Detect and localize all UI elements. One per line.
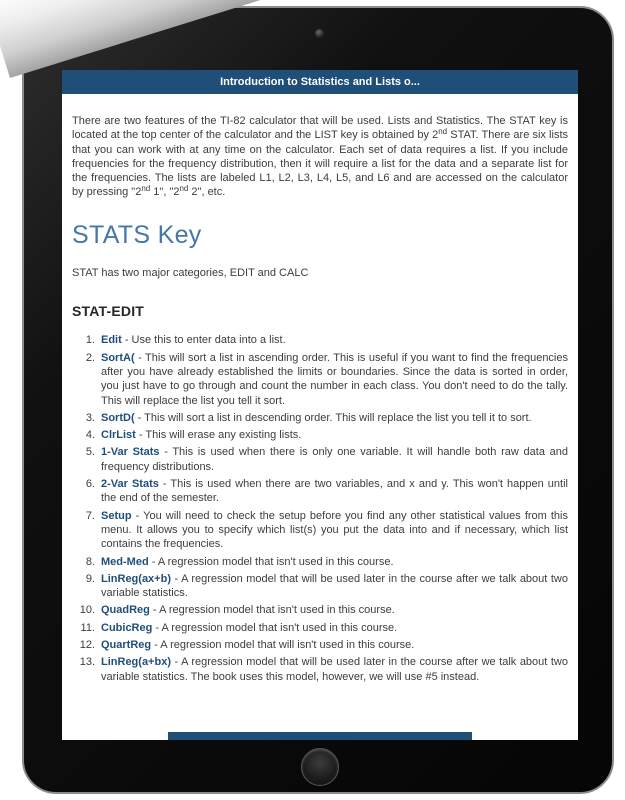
list-item-description: - A regression model that isn't used in this course. [152, 621, 398, 634]
list-item-number: 12. [79, 639, 95, 652]
list-item [72, 638, 568, 652]
list-item-term: SortA( [101, 351, 135, 364]
list-item-number: 7. [85, 509, 95, 522]
list-item-description: - This will erase any existing lists. [135, 429, 302, 442]
nd-superscript: nd [179, 184, 189, 194]
list-item-term: CubicReg [101, 621, 153, 634]
list-item-number: 6. [85, 478, 95, 491]
list-item-term: Edit [101, 334, 122, 347]
list-item-number: 13. [79, 656, 95, 669]
nd-superscript: nd [141, 184, 151, 194]
list-item-term: Med-Med [101, 555, 149, 568]
list-item-description: - Use this to enter data into a list. [121, 334, 286, 347]
list-item [72, 333, 568, 347]
list-item [72, 351, 568, 408]
intro-text-segment: 2", etc. [188, 186, 226, 199]
list-item-number: 10. [79, 604, 95, 617]
list-item-number: 2. [85, 351, 95, 364]
list-item-term: ClrList [101, 429, 136, 442]
list-item-term: 1-Var Stats [101, 446, 160, 459]
list-item-number: 8. [85, 555, 95, 568]
intro-text-segment: 1", "2 [150, 186, 180, 199]
list-item-number: 9. [85, 572, 95, 585]
front-camera-icon [315, 29, 324, 38]
stats-key-subtitle: STAT has two major categories, EDIT and CALC [72, 266, 309, 279]
list-item-description: - A regression model that will isn't used in this course. [151, 639, 415, 652]
list-item [72, 621, 568, 635]
list-item [72, 477, 568, 506]
list-item-term: LinReg(a+bx) [101, 656, 171, 669]
list-item-term: SortD( [101, 411, 135, 424]
list-item [72, 572, 568, 601]
list-item [72, 509, 568, 552]
list-item-description: - This is used when there are two variables, and x and y. This won't happen until the end of the semester. [101, 478, 568, 505]
stat-edit-heading: STAT-EDIT [72, 303, 145, 320]
list-item-description: - This is used when there is only one variable. It will handle both raw data and frequency distributions. [101, 446, 568, 473]
list-item-term: 2-Var Stats [101, 478, 159, 491]
tablet-screen [62, 70, 578, 740]
list-item-number: 5. [85, 446, 95, 459]
list-item-number: 11. [80, 621, 95, 634]
home-button[interactable] [301, 748, 339, 786]
article-content [62, 114, 578, 684]
list-item-term: Setup [101, 509, 132, 522]
list-item-term: QuartReg [101, 639, 152, 652]
list-item-term: LinReg(ax+b) [101, 572, 171, 585]
list-item-description: - A regression model that isn't used in this course. [149, 604, 395, 617]
list-item [72, 428, 568, 442]
list-item-description: - A regression model that will be used later in the course after we talk about two variable statistics. The book uses this model, however, we will use #5 instead. [101, 656, 568, 683]
intro-text-segment: STAT. There are six lists that you can work with at any time on the calculator. Each set of data requires a list. If you include frequencies for the frequency distribution, then it will require a list for the data and a separate list for the frequencies. The lists are labeled L1, L2, L3, L4, L5, and L6 and are accessed on the calculator by pressing "2 [72, 129, 568, 199]
intro-text-segment: There are two features of the TI-82 calculator that will be used. Lists and Statistics. The STAT key is located at the top center of the calculator and the LIST key is obtained by 2 [72, 115, 568, 142]
list-item [72, 603, 568, 617]
intro-paragraph [72, 114, 568, 200]
list-item-description: - A regression model that isn't used in this course. [148, 555, 394, 568]
list-item [72, 411, 568, 425]
list-item-number: 1. [85, 334, 95, 347]
list-item-description: - You will need to check the setup before you find any other statistical values from this menu. It allows you to specify which list(s) you put the data into and if necessary, which list contains the frequencies. [101, 509, 568, 551]
list-item [72, 555, 568, 569]
list-item [72, 445, 568, 474]
list-item [72, 655, 568, 684]
page-title: Introduction to Statistics and Lists o... [220, 76, 420, 88]
footer-bar [168, 732, 472, 740]
stats-key-heading: STATS Key [72, 220, 202, 249]
page-title-bar [62, 70, 578, 94]
list-item-description: - A regression model that will be used later in the course after we talk about two variable statistics. [101, 572, 568, 600]
stat-edit-list [72, 333, 568, 684]
list-item-term: QuadReg [101, 604, 150, 617]
list-item-description: - This will sort a list in descending order. This will replace the list you tell it to sort. [134, 411, 532, 424]
list-item-number: 4. [85, 429, 95, 442]
list-item-number: 3. [85, 411, 95, 424]
nd-superscript: nd [438, 127, 448, 137]
list-item-description: - This will sort a list in ascending order. This is useful if you want to find the frequencies after you have already established the limits or boundaries. Since the data is sorted in order, you just have to go through and count the number in each class. You don't need to do the tally. This will replace the list you tell it sort. [101, 351, 568, 407]
